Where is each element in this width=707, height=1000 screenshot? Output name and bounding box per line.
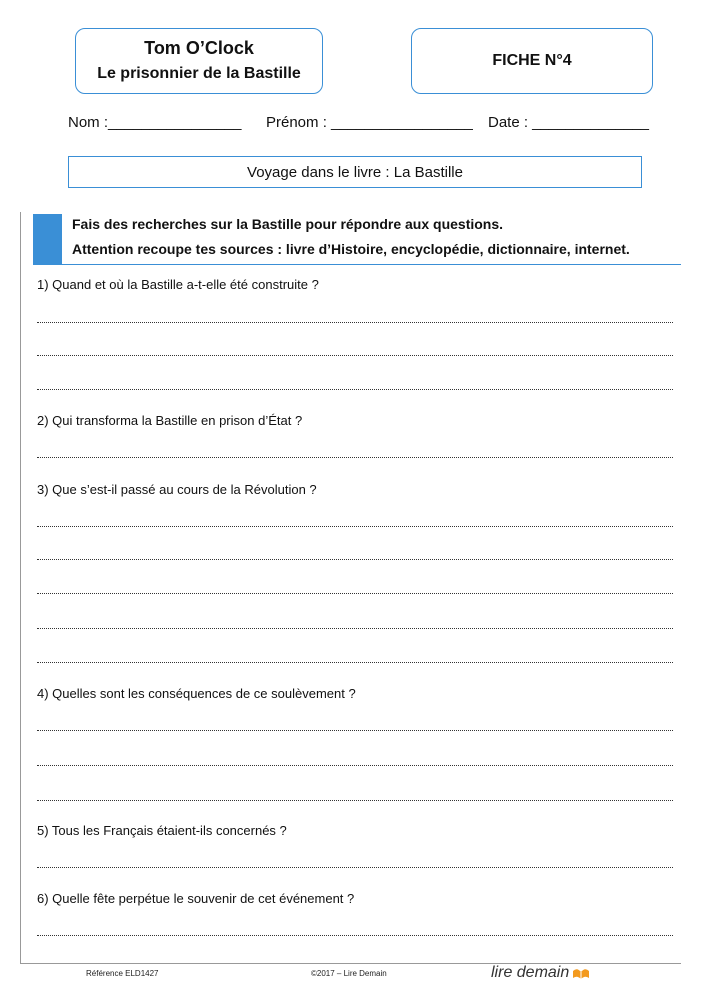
answer-line[interactable] xyxy=(37,800,673,801)
section-title: Voyage dans le livre : La Bastille xyxy=(247,163,463,181)
question-5: 5) Tous les Français étaient-ils concernés ? xyxy=(37,823,287,838)
instruction-line-1: Fais des recherches sur la Bastille pour répondre aux questions. xyxy=(72,216,504,232)
name-field: Nom :________________ xyxy=(68,114,242,131)
book-subtitle: Le prisonnier de la Bastille xyxy=(97,65,301,82)
question-2: 2) Qui transforma la Bastille en prison d’État ? xyxy=(37,413,303,428)
question-3: 3) Que s’est-il passé au cours de la Révolution ? xyxy=(37,482,317,497)
sheet-number: FICHE N°4 xyxy=(492,52,572,69)
book-title-box xyxy=(75,28,323,94)
book-title: Tom O’Clock xyxy=(144,38,254,58)
footer-copyright: ©2017 – Lire Demain xyxy=(311,969,387,978)
answer-line[interactable] xyxy=(37,457,673,458)
date-field: Date : ______________ xyxy=(488,114,649,131)
answer-line[interactable] xyxy=(37,867,673,868)
instructions-divider xyxy=(33,264,681,265)
book-icon xyxy=(571,965,591,981)
instructions-marker xyxy=(33,214,62,264)
answer-line[interactable] xyxy=(37,593,673,594)
instruction-line-2: Attention recoupe tes sources : livre d’Histoire, encyclopédie, dictionnaire, internet. xyxy=(72,241,630,257)
answer-line[interactable] xyxy=(37,628,673,629)
answer-line[interactable] xyxy=(37,935,673,936)
question-6: 6) Quelle fête perpétue le souvenir de cet événement ? xyxy=(37,891,355,906)
answer-line[interactable] xyxy=(37,730,673,731)
section-title-box xyxy=(68,156,642,188)
answer-line[interactable] xyxy=(37,559,673,560)
answer-line[interactable] xyxy=(37,662,673,663)
answer-line[interactable] xyxy=(37,389,673,390)
publisher-logo xyxy=(491,964,591,982)
frame-left-border xyxy=(20,212,21,964)
question-4: 4) Quelles sont les conséquences de ce soulèvement ? xyxy=(37,686,356,701)
answer-line[interactable] xyxy=(37,322,673,323)
answer-line[interactable] xyxy=(37,765,673,766)
footer-reference: Référence ELD1427 xyxy=(86,969,159,978)
logo-text: lire demain xyxy=(491,964,570,981)
answer-line[interactable] xyxy=(37,526,673,527)
question-1: 1) Quand et où la Bastille a-t-elle été construite ? xyxy=(37,277,319,292)
answer-line[interactable] xyxy=(37,355,673,356)
firstname-field: Prénom : _________________ xyxy=(266,114,473,131)
sheet-number-box xyxy=(411,28,653,94)
